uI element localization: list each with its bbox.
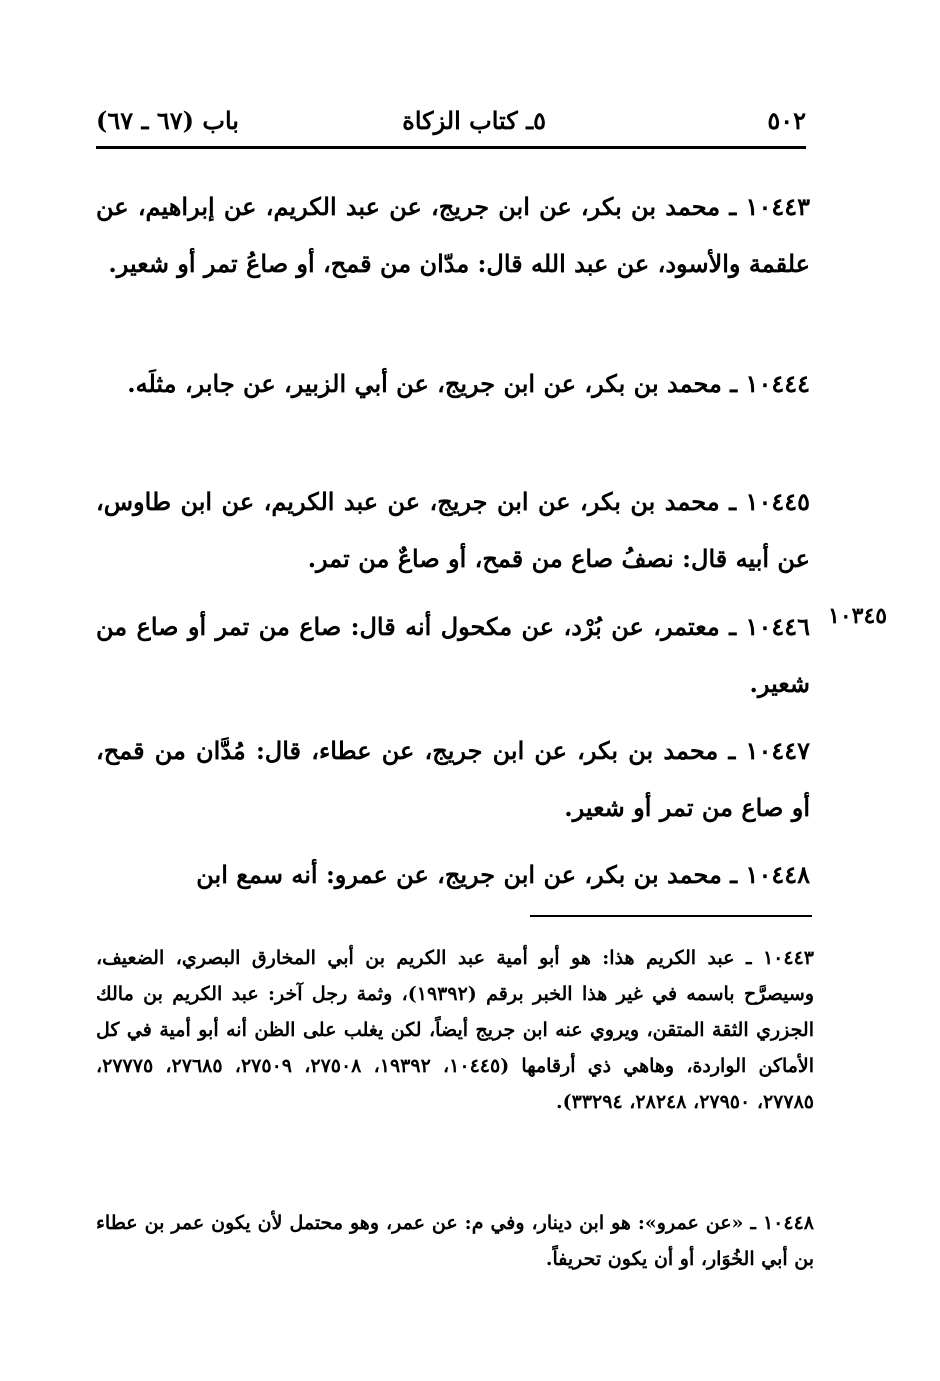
- footnote-10443: ١٠٤٤٣ ـ عبد الكريم هذا: هو أبو أمية عبد الكريم بن أبي المخارق البصري، الضعيف، وسيصرَّح باسمه في غير هذا الخبر برقم (١٩٣٩٢)، وثمة رجل آخر: عبد الكريم بن مالك الجزري الثقة المتقن، ويروي عنه ابن جريج أيضاً، لكن يغلب على الظن أنه أبو أمية في كل الأماكن الواردة، وهاهي ذي أرقامها (١٠٤٤٥، ١٩٣٩٢، ٢٧٥٠٨، ٢٧٥٠٩، ٢٧٦٨٥، ٢٧٧٧٥، ٢٧٧٨٥، ٢٧٩٥٠، ٢٨٢٤٨، ٣٣٢٩٤).: [96, 947, 815, 1113]
- chapter-title: باب (٦٧ ـ ٦٧): [96, 106, 239, 135]
- hadith-10444: ١٠٤٤٤ ـ محمد بن بكر، عن ابن جريج، عن أبي الزبير، عن جابر، مثلَه.: [127, 369, 810, 398]
- hadith-10445: ١٠٤٤٥ ـ محمد بن بكر، عن ابن جريج، عن عبد الكريم، عن ابن طاوس، عن أبيه قال: نصفُ صاع من قمح، أو صاعٌ من تمر.: [96, 487, 810, 573]
- book-title: ٥ـ كتاب الزكاة: [402, 106, 546, 135]
- page-header: [96, 100, 806, 140]
- margin-reference-number: ١٠٣٤٥: [828, 603, 888, 629]
- hadith-10446: ١٠٤٤٦ ـ معتمر، عن بُرْد، عن مكحول أنه قال: صاع من تمر أو صاع من شعير.: [96, 612, 810, 698]
- hadith-10448: ١٠٤٤٨ ـ محمد بن بكر، عن ابن جريج، عن عمرو: أنه سمع ابن: [196, 860, 810, 889]
- footnote-divider: [530, 915, 812, 917]
- page-number: ٥٠٢: [767, 106, 806, 135]
- header-divider: [96, 146, 806, 149]
- footnote-10448: ١٠٤٤٨ ـ «عن عمرو»: هو ابن دينار، وفي م: عن عمر، وهو محتمل لأن يكون عمر بن عطاء بن أبي الخُوَار، أو أن يكون تحريفاً.: [96, 1212, 814, 1270]
- hadith-10447: ١٠٤٤٧ ـ محمد بن بكر، عن ابن جريج، عن عطاء، قال: مُدَّان من قمح، أو صاع من تمر أو شعير.: [96, 736, 810, 822]
- hadith-10443: ١٠٤٤٣ ـ محمد بن بكر، عن ابن جريج، عن عبد الكريم، عن إبراهيم، عن علقمة والأسود، عن عبد الله قال: مدّان من قمح، أو صاعُ تمر أو شعير.: [96, 192, 810, 278]
